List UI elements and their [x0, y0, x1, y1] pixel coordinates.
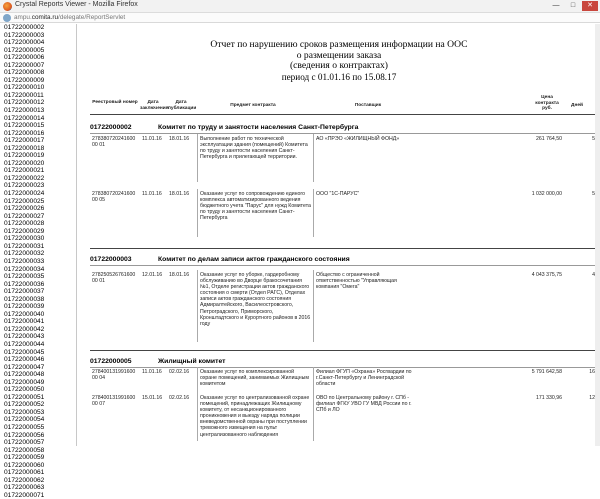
tree-item[interactable]: 01722000038	[4, 295, 45, 303]
cell-days: 4	[592, 272, 595, 278]
group-name: Комитет по труду и занятости населения Санкт-Петербурга	[158, 124, 359, 131]
column-divider	[197, 270, 198, 342]
cell-reg: 27838072024160000 05	[92, 191, 136, 204]
address-bar[interactable]	[0, 13, 600, 23]
tree-item[interactable]: 01722000019	[4, 152, 45, 160]
tree-item[interactable]: 01722000008	[4, 69, 45, 77]
tree-item[interactable]: 01722000039	[4, 303, 45, 311]
cell-date-publish: 02.02.16	[169, 395, 190, 401]
tree-item[interactable]: 01722000053	[4, 408, 45, 416]
cell-supplier: ОВО по Центральному району г. СПб - филиал ФГКУ УВО ГУ МВД России по г. СПб и ЛО	[316, 395, 412, 414]
tree-item[interactable]: 01722000011	[4, 91, 44, 99]
tree-item[interactable]: 01722000021	[4, 167, 45, 175]
tree-item[interactable]: 01722000022	[4, 174, 45, 182]
tree-item[interactable]: 01722000045	[4, 348, 45, 356]
group-rule	[90, 133, 595, 134]
tree-item[interactable]: 01722000046	[4, 356, 45, 364]
cell-date-conclusion: 15.01.16	[142, 395, 163, 401]
group-tree-pane	[0, 24, 77, 499]
tree-item[interactable]: 01722000043	[4, 333, 45, 341]
cell-subject: Оказание услуг по сопровождению единого комплекса автоматизированного ведения бюджетного учета "Парус" для нужд Комитета по труду и занятости населения Санкт-Петербурга	[200, 191, 311, 222]
cell-date-publish: 18.01.16	[169, 272, 190, 278]
col-header-price: Цена контракта руб.	[535, 95, 559, 112]
group-code: 01722000005	[90, 358, 132, 365]
tree-item[interactable]: 01722000048	[4, 371, 45, 379]
tree-item[interactable]: 01722000014	[4, 114, 45, 122]
tree-item[interactable]: 01722000062	[4, 476, 45, 484]
firefox-icon	[3, 2, 12, 11]
group-header	[90, 256, 350, 263]
tree-item[interactable]: 01722000054	[4, 416, 45, 424]
cell-date-publish: 18.01.16	[169, 136, 190, 142]
window-title: Crystal Reports Viewer - Mozilla Firefox	[15, 1, 138, 8]
tree-item[interactable]: 01722000017	[4, 137, 45, 145]
cell-reg: 27840013199160000 04	[92, 369, 136, 382]
tree-item[interactable]: 01722000006	[4, 54, 45, 62]
section-rule	[90, 350, 595, 351]
column-divider	[313, 393, 314, 441]
report-page	[78, 24, 600, 446]
col-header-date-conclusion: Дата заключения	[140, 100, 169, 111]
group-rule	[90, 265, 595, 266]
cell-date-conclusion: 11.01.16	[142, 369, 162, 375]
url-text[interactable]: ampu.comita.ru/delegate/ReportServlet	[14, 14, 126, 21]
cell-price: 5 791 642,58	[531, 369, 562, 375]
tree-item[interactable]: 01722000060	[4, 461, 45, 469]
tree-item[interactable]: 01722000071	[4, 491, 45, 499]
tree-item[interactable]: 01722000056	[4, 431, 45, 439]
report-subtitle-2: (сведения о контрактах)	[289, 60, 389, 71]
column-divider	[197, 189, 198, 237]
window-controls	[548, 1, 598, 11]
tree-item[interactable]: 01722000012	[4, 99, 45, 107]
report-period: период с 01.01.16 по 15.08.17	[281, 72, 397, 82]
col-header-subject: Предмет контракта	[230, 103, 276, 108]
tree-item[interactable]: 01722000033	[4, 257, 45, 265]
window-titlebar	[0, 0, 600, 13]
cell-price: 4 043 375,75	[531, 272, 562, 278]
cell-subject: Оказание услуг по уборке, гардеробному обслуживанию во Дворце бракосочетания №1, Отделе регистрации актов гражданского состояния о смерти (Отдел РАГС), Отделах записи актов гражданского состояния Адмиралтейского, Василеостровского, Петроградского, Приморского, Кронштадтского и Курортного районов в 2016 году	[200, 272, 311, 327]
tree-item[interactable]: 01722000036	[4, 280, 45, 288]
close-button[interactable]: ✕	[582, 1, 598, 11]
tree-item[interactable]: 01722000010	[4, 84, 45, 92]
tree-item[interactable]: 01722000057	[4, 439, 45, 447]
cell-supplier: ООО "1С-ПАРУС"	[316, 191, 360, 197]
tree-item[interactable]: 01722000058	[4, 446, 45, 454]
cell-date-conclusion: 11.01.16	[142, 191, 162, 197]
tree-item[interactable]: 01722000026	[4, 205, 45, 213]
tree-item[interactable]: 01722000013	[4, 107, 45, 115]
tree-item[interactable]: 01722000015	[4, 122, 45, 130]
tree-item[interactable]: 01722000018	[4, 144, 45, 152]
col-header-date-publish: Дата публикации	[168, 100, 197, 111]
group-name: Комитет по делам записи актов гражданского состояния	[158, 256, 350, 263]
tree-item[interactable]: 01722000030	[4, 235, 45, 243]
tree-item[interactable]: 01722000052	[4, 401, 45, 409]
header-rule	[90, 114, 595, 115]
cell-subject: Выполнение работ по технической эксплуатации здания (помещений) Комитета по труду и занятости населения Санкт-Петербурга и прилегающей территории.	[200, 136, 308, 161]
col-header-supplier: Поставщик	[354, 103, 382, 108]
cell-date-conclusion: 11.01.16	[142, 136, 162, 142]
cell-subject: Оказание услуг по комплексированной охране помещений, занимаемых Жилищным комитетом	[200, 369, 309, 388]
group-name: Жилищный комитет	[158, 358, 226, 365]
tree-item[interactable]: 01722000049	[4, 378, 45, 386]
cell-reg: 27838072024160000 01	[92, 136, 136, 149]
cell-days: 5	[592, 191, 595, 197]
tree-item[interactable]: 01722000047	[4, 363, 45, 371]
report-title: Отчет по нарушению сроков размещения информации на ООС	[210, 39, 468, 50]
tree-item[interactable]: 01722000032	[4, 250, 45, 258]
tree-item[interactable]: 01722000041	[4, 318, 45, 326]
tree-item[interactable]: 01722000002	[4, 24, 45, 31]
group-code: 01722000003	[90, 256, 132, 263]
cell-days: 12	[589, 395, 595, 401]
report-subtitle: о размещении заказа	[296, 50, 382, 61]
tree-item[interactable]: 01722000055	[4, 423, 45, 431]
cell-days: 5	[592, 136, 595, 142]
tree-item[interactable]: 01722000029	[4, 227, 45, 235]
tree-item[interactable]: 01722000063	[4, 484, 45, 492]
tree-item[interactable]: 01722000051	[4, 393, 45, 401]
section-rule	[90, 248, 595, 249]
cell-supplier: АО «ПРЭО «ЖИЛИЩНЫЙ ФОНД»	[316, 136, 400, 142]
tree-item[interactable]: 01722000024	[4, 190, 45, 198]
tree-item[interactable]: 01722000005	[4, 46, 45, 54]
vertical-scrollbar[interactable]	[595, 24, 600, 446]
col-header-days: Дней	[571, 103, 583, 108]
tree-item[interactable]: 01722000042	[4, 325, 45, 333]
group-code: 01722000002	[90, 124, 132, 131]
tree-item[interactable]: 01722000034	[4, 265, 45, 273]
tree-item[interactable]: 01722000040	[4, 310, 45, 318]
tree-item[interactable]: 01722000061	[4, 469, 45, 477]
tree-item[interactable]: 01722000037	[4, 288, 45, 296]
minimize-button[interactable]: —	[552, 2, 560, 9]
group-header	[90, 358, 225, 365]
tree-item[interactable]: 01722000009	[4, 76, 45, 84]
tree-item[interactable]: 01722000027	[4, 212, 45, 220]
cell-reg: 27840013199160000 07	[92, 395, 136, 408]
tree-item[interactable]: 01722000050	[4, 386, 45, 394]
cell-reg: 27825052676160000 01	[92, 272, 136, 285]
cell-price: 261 764,50	[536, 136, 562, 142]
tree-item[interactable]: 01722000023	[4, 182, 45, 190]
globe-icon	[3, 14, 11, 22]
column-divider	[197, 134, 198, 182]
cell-price: 1 032 000,00	[531, 191, 562, 197]
tree-item[interactable]: 01722000044	[4, 340, 45, 348]
tree-item[interactable]: 01722000007	[4, 61, 45, 69]
group-rule	[90, 367, 595, 368]
group-header	[90, 124, 358, 131]
column-divider	[313, 270, 314, 342]
cell-supplier: Филиал ФГУП «Охрана» Росгвардии по г.Санкт-Петербургу и Ленинградской области	[316, 369, 412, 388]
maximize-button[interactable]: □	[570, 2, 576, 9]
column-divider	[313, 189, 314, 237]
tree-item[interactable]: 01722000020	[4, 159, 45, 167]
tree-item[interactable]: 01722000028	[4, 220, 45, 228]
tree-item[interactable]: 01722000059	[4, 454, 45, 462]
cell-date-publish: 02.02.16	[169, 369, 190, 375]
tree-item[interactable]: 01722000035	[4, 273, 45, 281]
tree-item[interactable]: 01722000031	[4, 242, 45, 250]
cell-subject: Оказание услуг по централизованной охране помещений, принадлежащих Жилищному комитету, от несанкционированного проникновения и выезду наряда полиции вневедомственной охраны при поступлении тревожного извещения на пульт централизованного наблюдения	[200, 395, 310, 438]
cell-price: 171 330,96	[536, 395, 562, 401]
cell-date-publish: 18.01.16	[169, 191, 190, 197]
tree-item[interactable]: 01722000003	[4, 31, 45, 39]
col-header-reg: Реестровый номер	[92, 100, 138, 105]
tree-item[interactable]: 01722000016	[4, 129, 45, 137]
cell-supplier: Общество с ограниченной ответственностью "Управляющая компания "Омега"	[316, 272, 397, 291]
cell-date-conclusion: 12.01.16	[142, 272, 163, 278]
cell-days: 16	[589, 369, 595, 375]
column-divider	[313, 134, 314, 182]
column-divider	[197, 393, 198, 441]
tree-item[interactable]: 01722000025	[4, 197, 45, 205]
tree-item[interactable]: 01722000004	[4, 39, 45, 47]
